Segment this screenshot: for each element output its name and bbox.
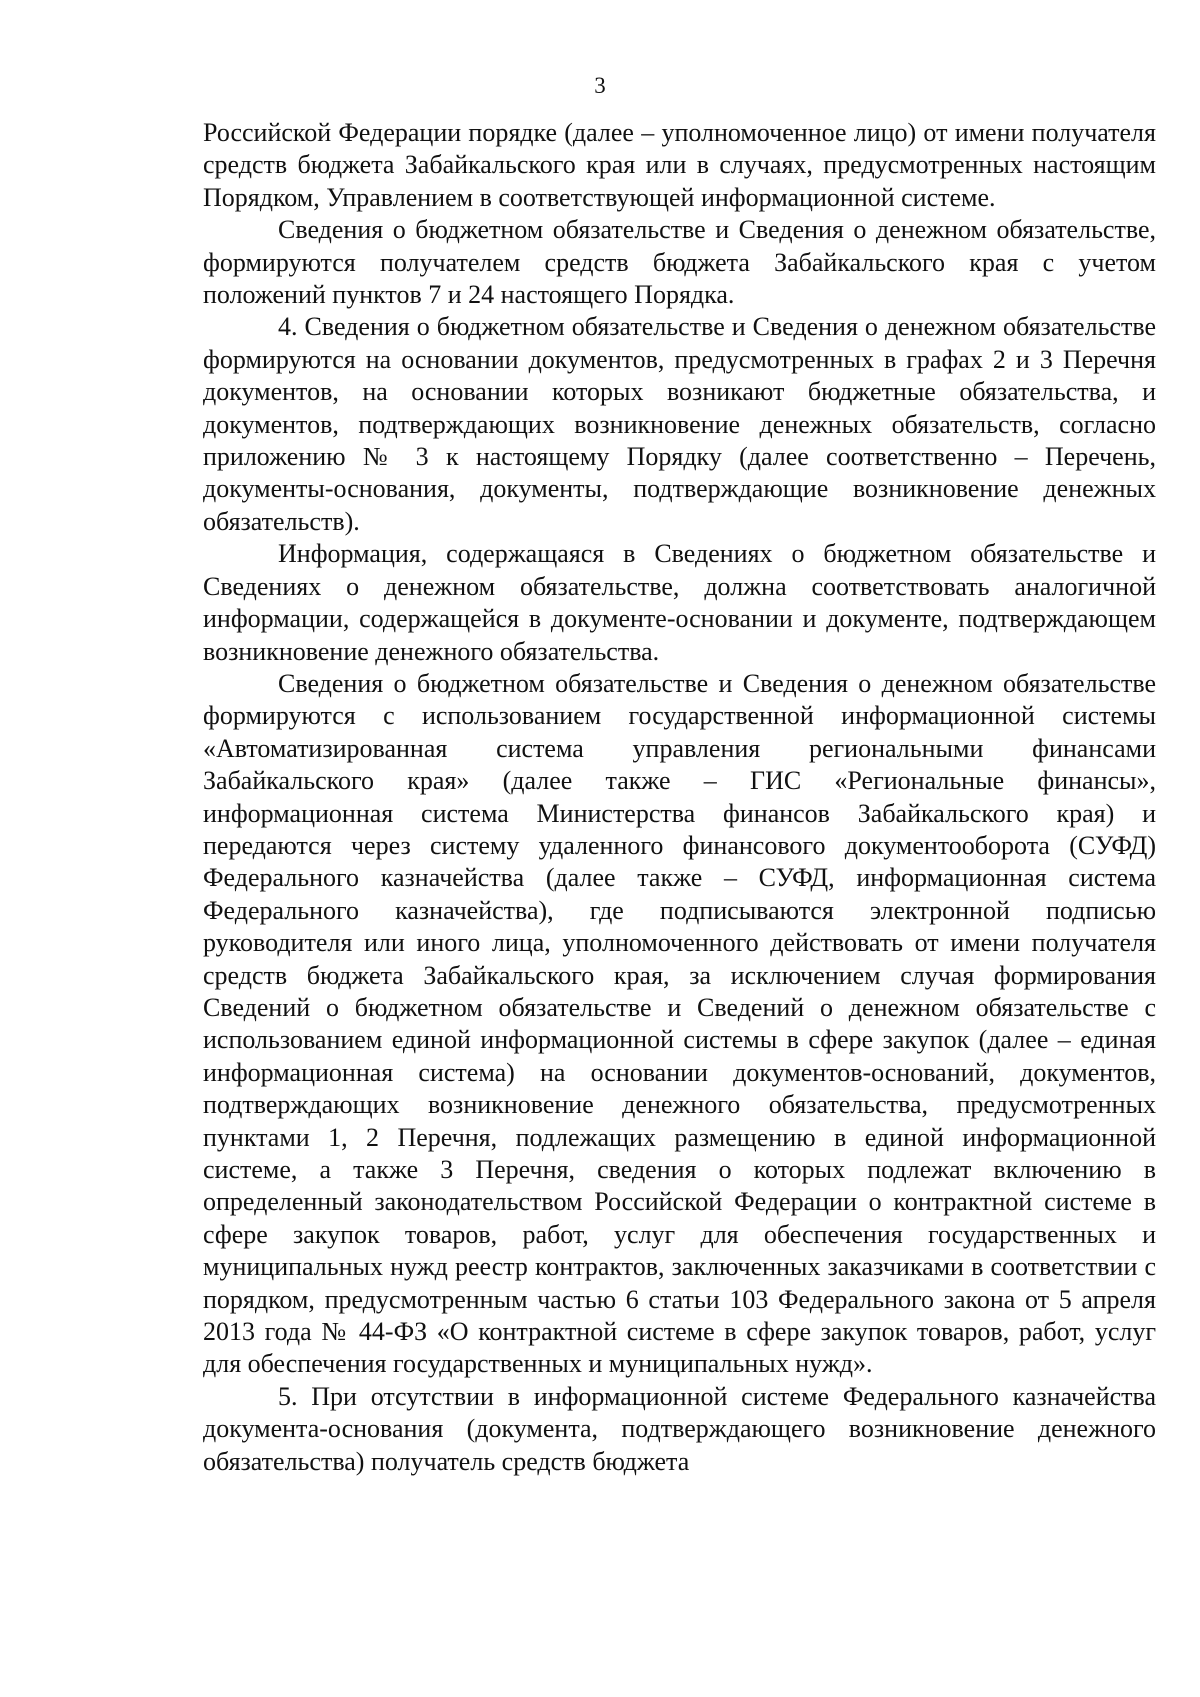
paragraph-information-systems: Сведения о бюджетном обязательстве и Сведения о денежном обязательстве формируются с использованием государственной информационной системы «Автоматизированная система управления региональными финансами Забайкальского края» (далее также – ГИС «Региональные финансы», информационная система Министерства финансов Забайкальского края) и передаются через систему удаленного финансового документооборота (СУФД) Федерального казначейства (далее также – СУФД, информационная система Федерального казначейства), где подписываются электронной подписью руководителя или иного лица, уполномоченного действовать от имени получателя средств бюджета Забайкальского края, за исключением случая формирования Сведений о бюджетном обязательстве и Сведений о денежном обязательстве с использованием единой информационной системы в сфере закупок (далее – единая информационная система) на основании документов-оснований, документов, подтверждающих возникновение денежного обязательства, предусмотренных пунктами 1, 2 Перечня, подлежащих размещению в единой информационной системе, а также 3 Перечня, сведения о которых подлежат включению в определенный законодательством Российской Федерации о контрактной системе в сфере закупок товаров, работ, услуг для обеспечения государственных и муниципальных нужд реестр контрактов, заключенных заказчиками в соответствии с порядком, предусмотренным частью 6 статьи 103 Федерального закона от 5 апреля 2013 года № 44-ФЗ «О контрактной системе в сфере закупок товаров, работ, услуг для обеспечения государственных и муниципальных нужд».	[203, 668, 1156, 1379]
document-body	[203, 117, 1156, 1478]
paragraph-information-consistency: Информация, содержащаяся в Сведениях о бюджетном обязательстве и Сведениях о денежном обязательстве, должна соответствовать аналогичной информации, содержащейся в документе-основании и документе, подтверждающем возникновение денежного обязательства.	[203, 539, 1156, 666]
paragraph-continuation: Российской Федерации порядке (далее – уполномоченное лицо) от имени получателя средств бюджета Забайкальского края или в случаях, предусмотренных настоящим Порядком, Управлением в соответствующей информационной системе.	[203, 118, 1156, 212]
page-number: 3	[594, 73, 606, 98]
paragraph-information-forming: Сведения о бюджетном обязательстве и Сведения о денежном обязательстве, формируются получателем средств бюджета Забайкальского края с учетом положений пунктов 7 и 24 настоящего Порядка.	[203, 215, 1156, 310]
paragraph-item-5: 5. При отсутствии в информационной системе Федерального казначейства документа-основания (документа, подтверждающего возникновение денежного обязательства) получатель средств бюджета	[203, 1381, 1156, 1476]
paragraph-item-4: 4. Сведения о бюджетном обязательстве и Сведения о денежном обязательстве формируются на основании документов, предусмотренных в графах 2 и 3 Перечня документов, на основании которых возникают бюджетные обязательства, и документов, подтверждающих возникновение денежных обязательств, согласно приложению № 3 к настоящему Порядку (далее соответственно – Перечень, документы-основания, документы, подтверждающие возникновение денежных обязательств).	[203, 312, 1156, 536]
